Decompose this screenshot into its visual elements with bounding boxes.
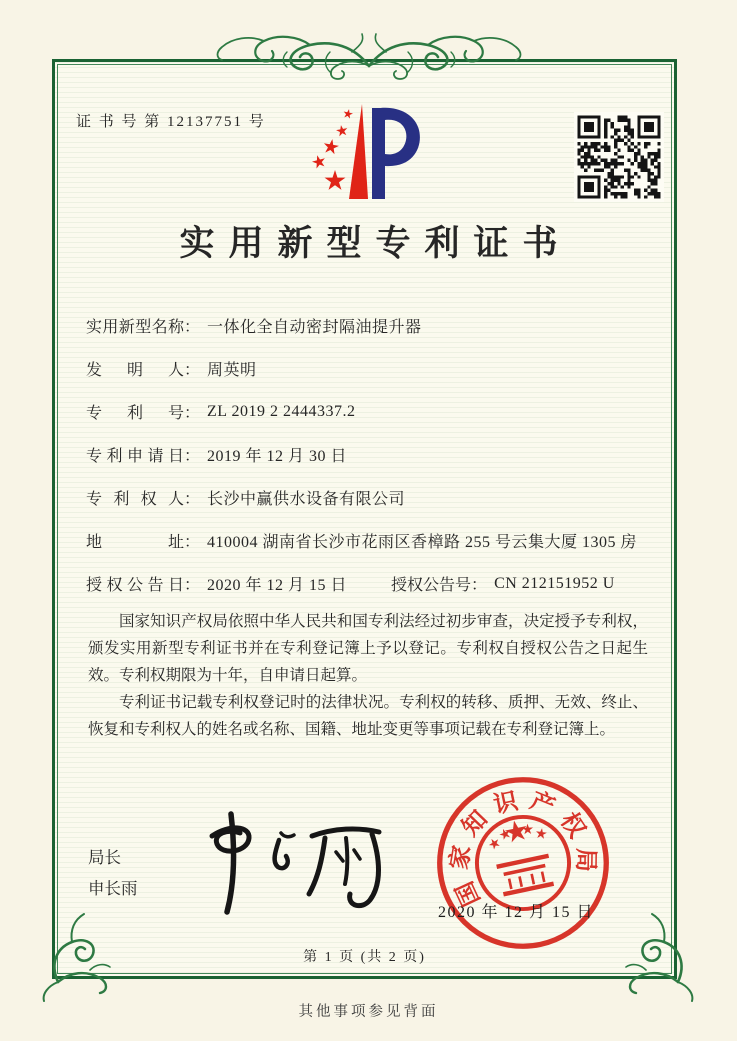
certificate-fields	[86, 304, 646, 605]
seal-date: 2020 年 12 月 15 日	[438, 904, 595, 921]
back-side-note: 其他事项参见背面	[298, 1004, 439, 1020]
field-row-address: 地址 ： 410004 湖南省长沙市花雨区香樟路 255 号云集大厦 1305 房	[86, 519, 646, 562]
field-value: 410004 湖南省长沙市花雨区香樟路 255 号云集大厦 1305 房	[207, 534, 638, 551]
field-label: 授权公告日	[86, 577, 184, 594]
cnipa-logo-icon	[302, 102, 426, 204]
field-value: 一体化全自动密封隔油提升器	[207, 319, 422, 336]
body-paragraph: 专利证书记载专利权登记时的法律状况。专利权的转移、质押、无效、终止、恢复和专利权人的姓名或名称、国籍、地址变更等事项记载在专利登记簿上。	[88, 694, 648, 738]
field-value: 2020 年 12 月 15 日	[207, 577, 348, 594]
field-label: 授权公告号	[391, 577, 472, 594]
page-number: 第 1 页 (共 2 页)	[303, 950, 426, 965]
field-value: 周英明	[207, 362, 257, 379]
signer-name: 申长雨	[88, 879, 138, 898]
field-label: 实用新型名称	[86, 319, 184, 336]
signer-title: 局长	[88, 848, 121, 867]
field-grant-number: 授权公告号 ： CN 212151952 U	[391, 572, 615, 595]
field-row-grant: 授权公告日 ： 2020 年 12 月 15 日 授权公告号 ： CN 212151952 U	[86, 562, 646, 605]
field-label: 发明人	[86, 362, 184, 379]
seal-text: 国家知识产权局	[446, 786, 599, 910]
field-row-name: 实用新型名称 ： 一体化全自动密封隔油提升器	[86, 304, 646, 347]
field-value: 2019 年 12 月 30 日	[207, 448, 348, 465]
body-paragraph: 国家知识产权局依照中华人民共和国专利法经过初步审查，决定授予专利权，颁发实用新型专利证书并在专利登记簿上予以登记。专利权自授权公告之日起生效。专利权期限为十年，自申请日起算。	[88, 613, 648, 684]
certificate-number: 证 书 号 第 12137751 号	[76, 114, 266, 130]
qr-code	[574, 112, 664, 202]
signer-block	[88, 842, 138, 904]
top-flourish-ornament-icon	[212, 30, 526, 96]
field-row-patentee: 专利权人 ： 长沙中赢供水设备有限公司	[86, 476, 646, 519]
field-label: 专利申请日	[86, 448, 184, 465]
field-value: ZL 2019 2 2444337.2	[207, 402, 356, 420]
field-label: 地址	[86, 534, 184, 551]
field-value: 长沙中赢供水设备有限公司	[207, 491, 406, 508]
field-label: 专利号	[86, 405, 184, 422]
official-seal-icon	[430, 770, 616, 956]
field-label: 专利权人	[86, 491, 184, 508]
field-row-filing-date: 专利申请日 ： 2019 年 12 月 30 日	[86, 433, 646, 476]
certificate-title: 实用新型专利证书	[179, 224, 572, 263]
certificate-body	[88, 608, 648, 743]
field-value: CN 212151952 U	[494, 574, 615, 592]
field-row-inventor: 发明人 ： 周英明	[86, 347, 646, 390]
signature-icon	[182, 806, 397, 924]
field-row-patent-number: 专利号 ： ZL 2019 2 2444337.2	[86, 390, 646, 433]
